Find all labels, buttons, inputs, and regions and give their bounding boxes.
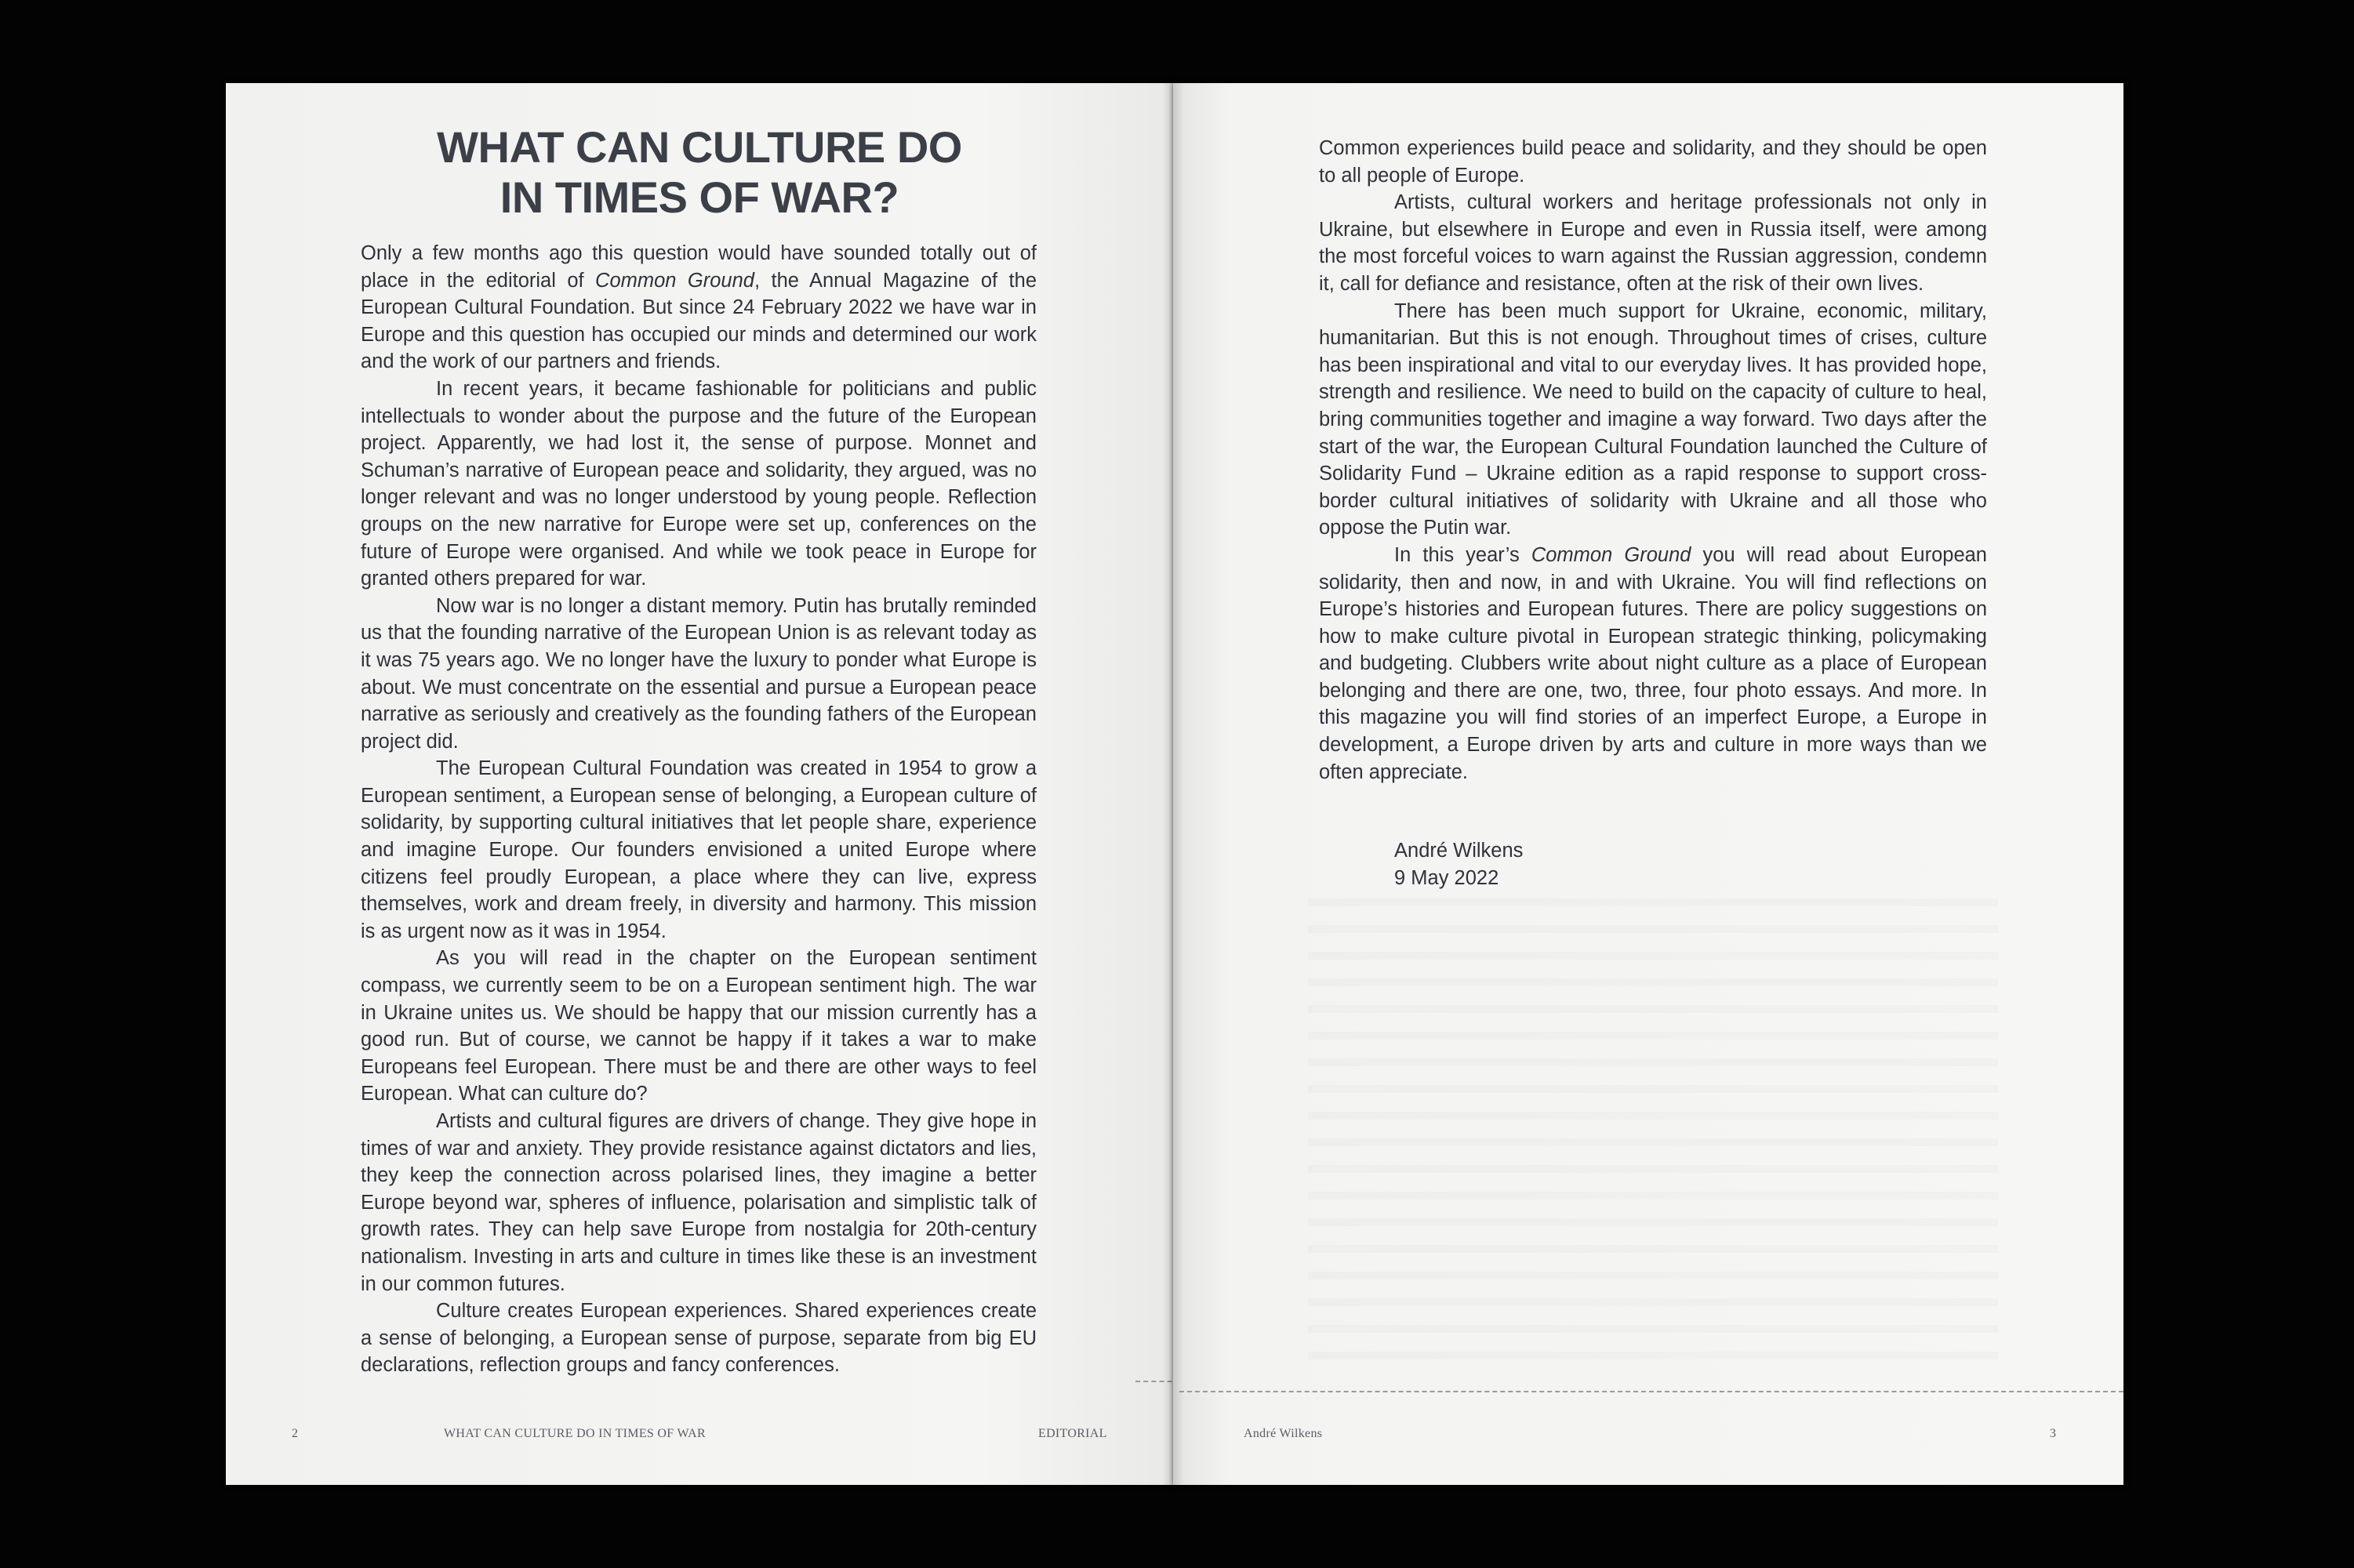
paragraph-3: Now war is no longer a distant memory. Putin has brutally reminded us that the founding narrative of the European Union is as relevant today as it was 75 years ago. We no longer have the luxury to ponder what Europe is about. We must concentrate on the essential and pursue a European peace narrative as seriously and creatively as the founding fathers of the European project did. — [361, 594, 1037, 753]
running-title: WHAT CAN CULTURE DO IN TIMES OF WAR — [444, 1427, 706, 1440]
left-body-text — [361, 240, 1037, 1379]
paragraph-6: Artists and cultural figures are drivers of change. They give hope in times of war and anxiety. They provide resistance against dictators and lies, they keep the connection across polarised lines, they imagine a better Europe beyond war, spheres of influence, polarisation and simplistic talk of growth rates. They can help save Europe from nostalgia for 20th-century nationalism. Investing in arts and culture in times like these is an investment in our common futures. — [361, 1110, 1037, 1295]
dashed-guide-horizontal-right — [1179, 1391, 2123, 1392]
show-through-text — [1308, 898, 1998, 1369]
section-label: EDITORIAL — [1038, 1427, 1107, 1440]
paragraph-11-text-b: you will read about European solidarity, then and now, in and with Ukraine. You will find reflections on Europe’s histories and European futures. There are policy suggestions on how to make culture pivotal in European strategic thinking, policymaking and budgeting. Clubbers write about night culture as a place of European belonging and there are one, two, three, four photo essays. And more. In this magazine you will find stories of an imperfect Europe, a Europe in development, a Europe driven by arts and culture in more ways than we often appreciate. — [1319, 543, 1987, 783]
signature-block — [1394, 837, 1523, 891]
page-title — [226, 122, 1173, 223]
paragraph-7: Culture creates European experiences. Shared experiences create a sense of belonging, a European sense of purpose, separate from big EU declarations, reflection groups and fancy conferences. — [361, 1300, 1037, 1377]
paragraph-11 — [1319, 542, 1987, 786]
left-page — [226, 83, 1173, 1485]
paragraph-9: Artists, cultural workers and heritage professionals not only in Ukraine, but elsewhere in Europe and even in Russia itself, were among the most forceful voices to warn against the Russian aggression, condemn it, call for defiance and resistance, often at the risk of their own lives. — [1319, 191, 1987, 295]
paragraph-5: As you will read in the chapter on the European sentiment compass, we currently seem to be on a European sentiment high. The war in Ukraine unites us. We should be happy that our mission currently has a good run. But of course, we cannot be happy if it takes a war to make Europeans feel European. There must be and there are other ways to feel European. What can culture do? — [361, 947, 1037, 1105]
footer-author: André Wilkens — [1244, 1427, 1323, 1440]
title-line-2: IN TIMES OF WAR? — [499, 172, 899, 222]
right-page — [1173, 83, 2123, 1485]
paragraph-10: There has been much support for Ukraine, economic, military, humanitarian. But this is not enough. Throughout times of crises, culture has been inspirational and vital to our everyday lives. It has provided hope, strength and resilience. We need to build on the capacity of culture to heal, bring communities together and imagine a way forward. Two days after the start of the war, the European Cultural Foundation launched the Culture of Solidarity Fund – Ukraine edition as a rapid response to support cross-border cultural initiatives of solidarity with Ukraine and all those who oppose the Putin war. — [1319, 299, 1987, 539]
signature-date: 9 May 2022 — [1394, 866, 1499, 889]
title-line-1: WHAT CAN CULTURE DO — [437, 122, 962, 172]
page-number-left: 2 — [292, 1427, 299, 1440]
right-body-text — [1319, 135, 1987, 786]
page-number-right: 3 — [2050, 1427, 2057, 1440]
paragraph-1-text-a: Only a few months ago this question would have sounded totally out of place in the editorial of — [361, 242, 1037, 292]
paragraph-4: The European Cultural Foundation was created in 1954 to grow a European sentiment, a European sense of belonging, a European culture of solidarity, by supporting cultural initiatives that let people share, experience and imagine Europe. Our founders envisioned a united Europe where citizens feel proudly European, a place where they can live, express themselves, work and dream freely, in diversity and harmony. This mission is as urgent now as it was in 1954. — [361, 757, 1037, 942]
paragraph-2: In recent years, it became fashionable for politicians and public intellectuals to wonder about the purpose and the future of the European project. Apparently, we had lost it, the sense of purpose. Monnet and Schuman’s narrative of European peace and solidarity, they argued, was no longer relevant and was no longer understood by young people. Reflection groups on the new narrative for Europe were set up, conferences on the future of Europe were organised. And while we took peace in Europe for granted others prepared for war. — [361, 377, 1037, 590]
magazine-title-italic-2: Common Ground — [1531, 543, 1691, 566]
paragraph-1-text-b: , the Annual Magazine of the European Cultural Foundation. But since 24 February 2022 we have war in Europe and this question has occupied our minds and determined our work and the work of our partners and friends. — [361, 269, 1037, 373]
magazine-title-italic: Common Ground — [595, 269, 754, 292]
signature-name: André Wilkens — [1394, 840, 1524, 862]
dashed-guide-horizontal-left — [1135, 1381, 1173, 1382]
paragraph-1 — [361, 240, 1037, 376]
paragraph-11-text-a: In this year’s — [1394, 543, 1531, 566]
paragraph-8: Common experiences build peace and solidarity, and they should be open to all people of Europe. — [1319, 137, 1987, 187]
